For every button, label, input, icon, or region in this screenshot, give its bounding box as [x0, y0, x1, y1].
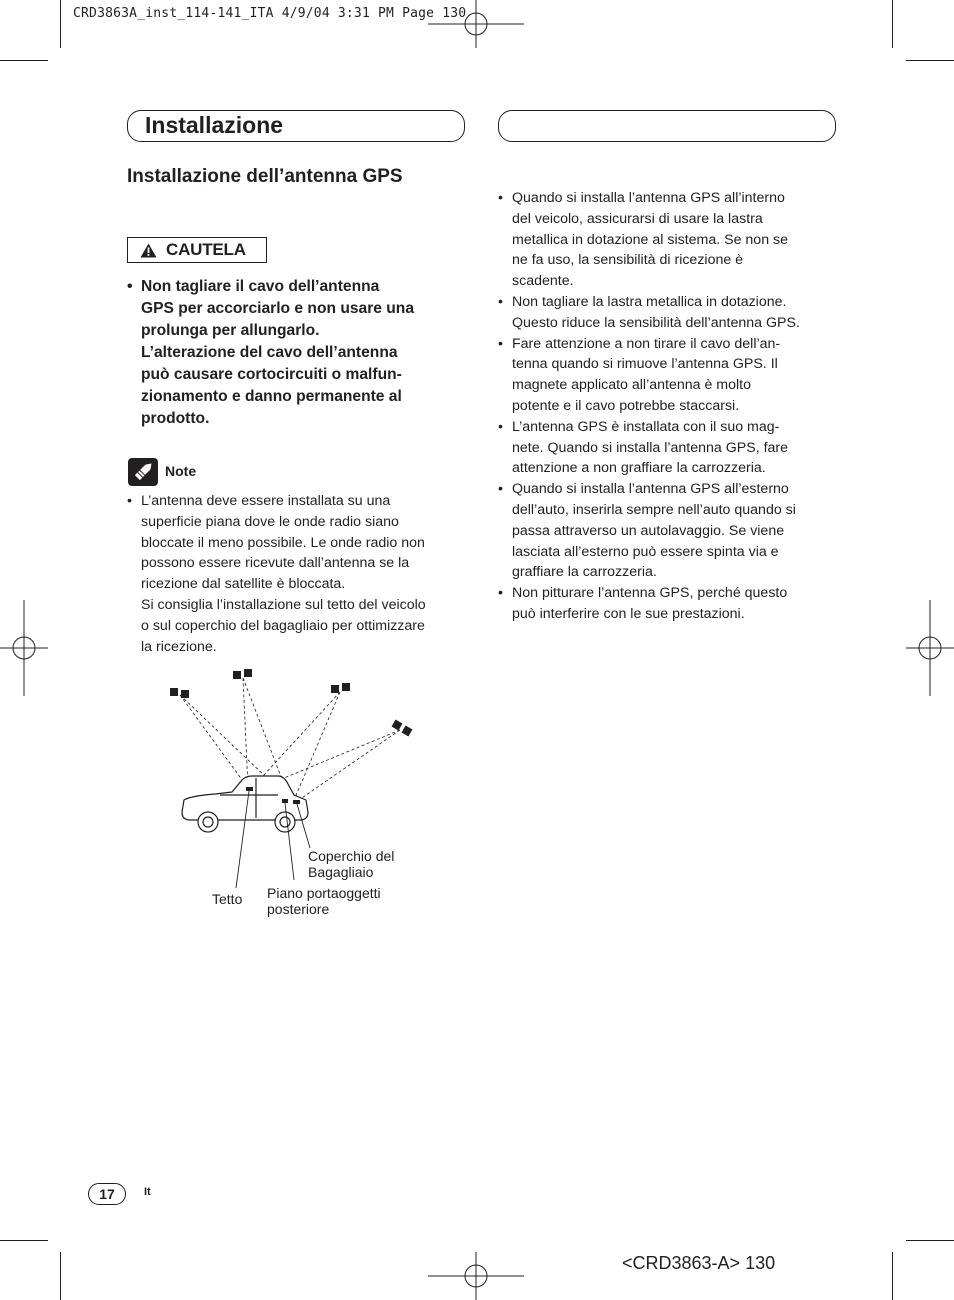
caution-label: CAUTELA [166, 240, 246, 259]
list-item [127, 491, 465, 657]
caution-line: Non tagliare il cavo dell’antenna [141, 278, 380, 295]
item-line: può interferire con le sue prestazioni. [512, 605, 745, 622]
bullet: • [498, 335, 503, 352]
crop-mark [0, 1240, 48, 1241]
note-line: o sul coperchio del bagagliaio per ottimizzare [141, 617, 425, 634]
item-line: ne fa uso, la sensibilità di ricezione è [512, 252, 744, 269]
item-line: scadente. [512, 273, 574, 290]
note-line: possono essere ricevute dall’antenna se la [141, 555, 410, 572]
note-list [127, 491, 465, 657]
note-label: Note [165, 463, 197, 479]
crop-mark [60, 0, 61, 48]
warning-triangle-icon [140, 243, 157, 258]
crop-mark [906, 60, 954, 61]
list-item [498, 479, 836, 583]
item-line: graffiare la carrozzeria. [512, 564, 657, 581]
note-line: la ricezione. [141, 638, 217, 655]
bullet: • [127, 278, 133, 295]
registration-mark-bottom [428, 1252, 524, 1300]
item-line: passa attraverso un autolavaggio. Se viene [512, 522, 785, 539]
crop-mark [906, 1240, 954, 1241]
item-line: attenzione a non graffiare la carrozzeria. [512, 460, 766, 477]
note-line: L’antenna deve essere installata su una [141, 493, 391, 509]
item-line: potente e il cavo potrebbe staccarsi. [512, 397, 740, 414]
diagram-label-roof: Tetto [212, 891, 243, 907]
list-item [498, 583, 836, 625]
satellite-icon [170, 669, 412, 736]
item-line: del veicolo, assicurarsi di usare la lastra [512, 210, 763, 227]
item-line: metallica in dotazione al sistema. Se non se [512, 231, 789, 248]
note-line: bloccate il meno possibile. Le onde radio non [141, 534, 425, 551]
item-line: Fare attenzione a non tirare il cavo dell’an- [512, 335, 781, 352]
item-line: dell’auto, inserirla sempre nell’auto quando si [512, 501, 796, 518]
diagram-label-trunk: Coperchio del [308, 848, 395, 864]
note-line: Si consiglia l’installazione sul tetto del veicolo [141, 596, 426, 613]
document-code: <CRD3863-A> 130 [622, 1253, 776, 1273]
item-line: tenna quando si rimuove l’antenna GPS. Il [512, 356, 778, 373]
item-line: magnete applicato all’antenna è molto [512, 377, 751, 394]
caution-line: zionamento e danno permanente al [141, 388, 402, 405]
registration-mark-left [0, 600, 48, 696]
subheading: Installazione dell’antenna GPS [127, 166, 403, 187]
item-line: L’antenna GPS è installata con il suo mag- [512, 418, 780, 435]
diagram-label-shelf: posteriore [267, 901, 330, 917]
caution-line: L’alterazione del cavo dell’antenna [141, 344, 398, 361]
registration-mark-right [906, 600, 954, 696]
bullet: • [498, 293, 503, 310]
item-line: Non pitturare l’antenna GPS, perché questo [512, 585, 788, 602]
note-pencil-icon [128, 458, 158, 486]
language-code: It [144, 1186, 151, 1198]
item-line: nete. Quando si installa l’antenna GPS, fare [512, 439, 789, 456]
section-tab-right [498, 110, 836, 142]
bullet: • [498, 585, 503, 602]
bullet: • [498, 481, 503, 498]
caution-line: prolunga per allungarlo. [141, 322, 320, 339]
item-line: lasciata all’esterno può essere spinta via e [512, 543, 779, 560]
crop-mark [0, 60, 48, 61]
list-item [498, 334, 836, 417]
caution-line: può causare cortocircuiti o malfun- [141, 366, 402, 383]
item-line: Non tagliare la lastra metallica in dotazione. [512, 293, 787, 310]
page-number: 17 [88, 1183, 126, 1205]
note-line: superficie piana dove le onde radio siano [141, 513, 399, 530]
item-line: Questo riduce la sensibilità dell’antenna GPS. [512, 314, 800, 331]
item-line: Quando si installa l’antenna GPS all’esterno [512, 481, 789, 498]
bullet: • [127, 493, 132, 509]
caution-box [127, 237, 267, 263]
caution-line: GPS per accorciarlo e non usare una [141, 300, 414, 317]
gps-antenna-diagram [160, 660, 460, 920]
crop-mark [60, 1252, 61, 1300]
caution-line: prodotto. [141, 410, 210, 427]
section-title: Installazione [145, 112, 284, 138]
slug-line: CRD3863A_inst_114-141_ITA 4/9/04 3:31 PM Page 130 [73, 6, 467, 21]
right-bullet-list [498, 188, 836, 625]
item-line: Quando si installa l’antenna GPS all’interno [512, 190, 785, 206]
crop-mark [892, 1252, 893, 1300]
diagram-drawing [160, 660, 460, 920]
list-item [498, 188, 836, 292]
bullet: • [498, 418, 503, 435]
diagram-label-trunk: Bagagliaio [308, 864, 374, 880]
list-item [498, 417, 836, 479]
list-item [498, 292, 836, 334]
caution-text [127, 276, 467, 430]
crop-mark [892, 0, 893, 48]
diagram-label-shelf: Piano portaoggetti [267, 885, 381, 901]
note-line: ricezione dal satellite è bloccata. [141, 576, 346, 593]
bullet: • [498, 190, 503, 206]
